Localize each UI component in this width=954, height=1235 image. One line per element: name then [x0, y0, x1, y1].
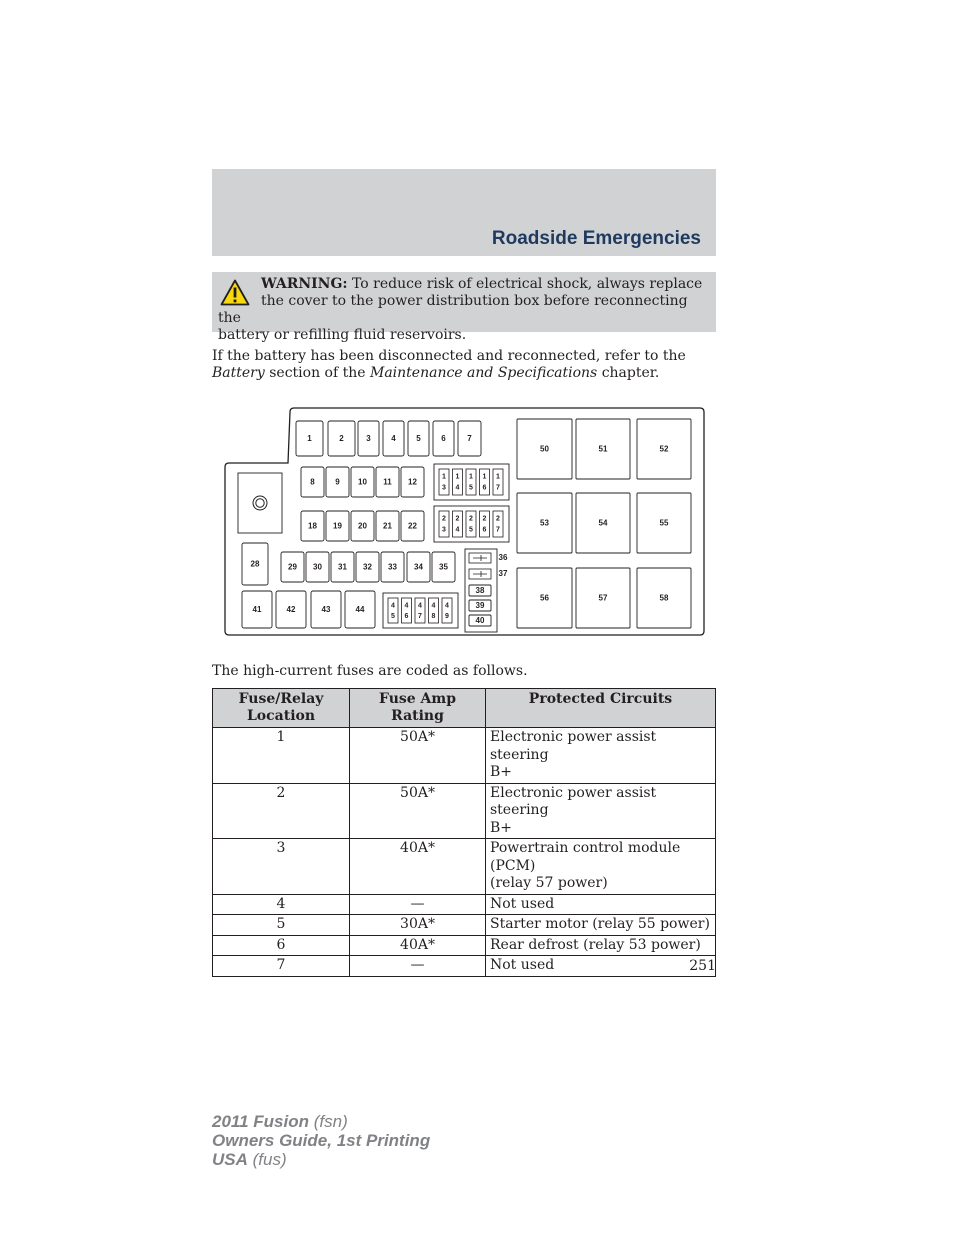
cell-protected-circuit: Starter motor (relay 55 power) [486, 915, 716, 936]
mini-23-27-digit-bottom: 6 [482, 526, 487, 534]
warning-label: WARNING: [261, 276, 348, 292]
fuse-3-label: 3 [366, 434, 371, 444]
warning-line-1: To reduce risk of electrical shock, always replace [352, 276, 703, 292]
cell-protected-circuit: Powertrain control module (PCM) (relay 57 power) [486, 839, 716, 895]
cell-location: 1 [213, 728, 350, 784]
fuse-5-label: 5 [416, 434, 421, 444]
fuse-31-label: 31 [338, 562, 347, 572]
fuse-43-label: 43 [321, 605, 331, 615]
fuse-44-label: 44 [355, 605, 365, 615]
fuse-41-label: 41 [252, 605, 262, 615]
cell-location: 4 [213, 894, 350, 915]
mini-45-49-digit-top: 4 [404, 602, 409, 610]
relay-57-label: 57 [598, 593, 608, 603]
fuse-34-label: 34 [414, 562, 423, 572]
document-footer [212, 1112, 430, 1169]
fuse-29-label: 29 [288, 562, 297, 572]
cell-location: 7 [213, 956, 350, 977]
fuse-11-label: 11 [383, 477, 392, 487]
intro-mid: section of the [269, 365, 366, 381]
cell-amp-rating: 30A* [350, 915, 486, 936]
table-row [213, 915, 716, 936]
mini-45-49-digit-top: 4 [431, 602, 436, 610]
mini-45-49-digit-bottom: 5 [391, 612, 395, 620]
table-row [213, 728, 716, 784]
cell-protected-circuit: Electronic power assist steering B+ [486, 728, 716, 784]
mini-45-49-digit-bottom: 9 [445, 612, 449, 620]
cell-amp-rating: 50A* [350, 728, 486, 784]
fuse-22-label: 22 [408, 521, 417, 531]
footer-model: 2011 Fusion [212, 1112, 309, 1131]
header-amp-rating: Fuse Amp Rating [350, 689, 486, 728]
fuse-35-label: 35 [439, 562, 448, 572]
cell-location: 5 [213, 915, 350, 936]
footer-edition: Owners Guide, 1st Printing [212, 1131, 431, 1150]
warning-box [212, 272, 716, 343]
cell-amp-rating: 40A* [350, 935, 486, 956]
battery-reference: Battery [212, 365, 265, 381]
intro-line-1: If the battery has been disconnected and reconnected, refer to the [212, 348, 686, 364]
chapter-header-band [212, 169, 716, 256]
footer-market: USA [212, 1150, 248, 1169]
mini-13-17-digit-top: 1 [482, 473, 487, 481]
mini-13-17-digit-bottom: 7 [496, 484, 500, 492]
mini-23-27-digit-top: 2 [455, 515, 460, 523]
cell-amp-rating: — [350, 956, 486, 977]
diode-37-label: 37 [498, 569, 508, 579]
header-location: Fuse/Relay Location [213, 689, 350, 728]
cell-amp-rating: — [350, 894, 486, 915]
mini-23-27-digit-bottom: 5 [469, 526, 473, 534]
fuse-2-label: 2 [339, 434, 344, 444]
cell-location: 2 [213, 783, 350, 839]
mini-13-17-digit-bottom: 4 [455, 484, 460, 492]
fuse-38-label: 38 [475, 586, 485, 596]
relay-52-label: 52 [659, 444, 669, 454]
mini-23-27-digit-top: 2 [496, 515, 500, 523]
mini-13-17-digit-top: 1 [442, 473, 446, 481]
intro-paragraph [212, 348, 722, 382]
table-row [213, 935, 716, 956]
mini-13-17-digit-bottom: 6 [482, 484, 487, 492]
table-header-row [213, 689, 716, 728]
table-row [213, 894, 716, 915]
fuse-20-label: 20 [358, 521, 367, 531]
footer-model-code: (fsn) [313, 1112, 348, 1131]
diode-36-label: 36 [498, 553, 508, 563]
cell-location: 6 [213, 935, 350, 956]
fuse-1-label: 1 [307, 434, 312, 444]
relay-54-label: 54 [598, 518, 608, 528]
intro-end: chapter. [601, 365, 660, 381]
header-protected-circuits: Protected Circuits [486, 689, 716, 728]
chapter-title: Roadside Emergencies [491, 228, 701, 249]
fuse-6-label: 6 [441, 434, 446, 444]
mini-45-49-digit-top: 4 [445, 602, 449, 610]
chapter-reference: Maintenance and Specifications [370, 365, 598, 381]
fuse-18-label: 18 [308, 521, 317, 531]
relay-51-label: 51 [598, 444, 608, 454]
fuse-33-label: 33 [388, 562, 397, 572]
mini-13-17-digit-top: 1 [496, 473, 500, 481]
mini-45-49-digit-top: 4 [391, 602, 395, 610]
fuse-12-label: 12 [408, 477, 417, 487]
cell-protected-circuit: Not used [486, 956, 716, 977]
table-row [213, 783, 716, 839]
mini-45-49-digit-bottom: 6 [404, 612, 409, 620]
fuse-table [212, 688, 716, 977]
mini-13-17-digit-top: 1 [469, 473, 473, 481]
relay-53-label: 53 [540, 518, 549, 528]
fuse-7-label: 7 [467, 434, 472, 444]
relay-55-label: 55 [659, 518, 669, 528]
fuse-19-label: 19 [333, 521, 342, 531]
cell-amp-rating: 40A* [350, 839, 486, 895]
warning-line-2: the cover to the power distribution box before reconnecting the [218, 293, 688, 326]
mini-23-27-digit-bottom: 4 [455, 526, 460, 534]
fuse-box-diagram [222, 405, 708, 640]
mini-23-27-digit-top: 2 [469, 515, 473, 523]
fuse-32-label: 32 [363, 562, 372, 572]
page-number: 251 [689, 958, 716, 974]
mini-13-17-digit-bottom: 5 [469, 484, 473, 492]
fuse-9-label: 9 [335, 477, 340, 487]
cell-location: 3 [213, 839, 350, 895]
mini-45-49-digit-bottom: 7 [418, 612, 422, 620]
cell-amp-rating: 50A* [350, 783, 486, 839]
cell-protected-circuit: Not used [486, 894, 716, 915]
mini-45-49-digit-bottom: 8 [431, 612, 436, 620]
fuse-42-label: 42 [286, 605, 296, 615]
relay-28-label: 28 [250, 559, 260, 569]
connector-ring-inner [256, 499, 264, 507]
mini-13-17-digit-bottom: 3 [442, 484, 446, 492]
mini-23-27-digit-bottom: 7 [496, 526, 500, 534]
fuse-4-label: 4 [391, 434, 396, 444]
mini-45-49-digit-top: 4 [418, 602, 422, 610]
mini-23-27-digit-top: 2 [442, 515, 446, 523]
mini-23-27-digit-top: 2 [482, 515, 487, 523]
mini-13-17-digit-top: 1 [455, 473, 460, 481]
relay-58-label: 58 [659, 593, 669, 603]
table-row [213, 839, 716, 895]
relay-50-label: 50 [540, 444, 549, 454]
warning-line-3: battery or refilling fluid reservoirs. [218, 327, 467, 343]
fuse-21-label: 21 [383, 521, 392, 531]
mini-23-27-digit-bottom: 3 [442, 526, 446, 534]
cell-protected-circuit: Rear defrost (relay 53 power) [486, 935, 716, 956]
fuse-39-label: 39 [475, 601, 485, 611]
footer-market-code: (fus) [252, 1150, 287, 1169]
cell-protected-circuit: Electronic power assist steering B+ [486, 783, 716, 839]
fuse-10-label: 10 [358, 477, 367, 487]
warning-text [218, 276, 708, 344]
fuse-40-label: 40 [475, 616, 485, 626]
fuse-30-label: 30 [313, 562, 322, 572]
relay-56-label: 56 [540, 593, 549, 603]
fuse-8-label: 8 [310, 477, 315, 487]
table-caption: The high-current fuses are coded as follows. [212, 663, 528, 679]
